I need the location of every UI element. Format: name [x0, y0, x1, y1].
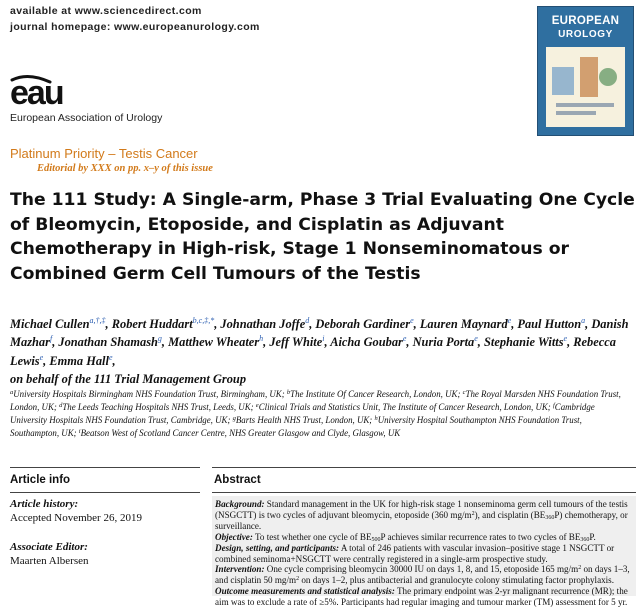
- author-separator: ,: [309, 317, 316, 331]
- author-affiliation-marker[interactable]: a: [581, 316, 586, 325]
- affiliation-key: f: [552, 402, 555, 409]
- article-history-label: Article history:: [10, 498, 79, 510]
- author-separator: ,: [263, 335, 270, 350]
- authors-suffix: on behalf of the 111 Trial Management Group: [10, 372, 247, 387]
- author-affiliation-marker[interactable]: e: [402, 334, 407, 344]
- abstract-intervention-text: One cycle comprising bleomycin 30000 IU on days 1, 8, and 15, etoposide 165 $mg/m^2$ on days 1–3, and cisplatin 50 $mg/m^2$ on days 1–2, plus antibacterial and granulocyte colony stimulating factor prophylaxis.: [215, 564, 630, 586]
- abstract-top-rule: [212, 467, 636, 468]
- affiliation-text: Beatson West of Scotland Cancer Centre, NHS Greater Glasgow and Clyde, Glasgow, UK: [80, 428, 401, 438]
- affiliation-text: The Royal Marsden NHS Foundation Trust, London, UK;: [10, 389, 621, 412]
- eau-org-name: European Association of Urology: [10, 112, 163, 124]
- author-name[interactable]: Emma Hall: [49, 353, 109, 368]
- affiliation-key: g: [232, 415, 236, 422]
- abstract-background-label: Background:: [215, 499, 265, 509]
- author-affiliation-marker[interactable]: e: [474, 334, 478, 344]
- author-affiliation-marker[interactable]: f: [49, 334, 53, 344]
- abstract-objective-text: To test whether one cycle of $BE_{500}P$ achieves similar recurrence rates to two cycles of $BE_{360}P$.: [252, 531, 596, 543]
- abstract-intervention-label: Intervention:: [215, 564, 265, 575]
- author-list: [10, 315, 632, 389]
- affiliation-key: b: [286, 389, 291, 396]
- author-name[interactable]: Jeff White: [269, 335, 323, 350]
- article-info-top-rule: [10, 467, 200, 468]
- author-name[interactable]: Nuria Porta: [412, 335, 475, 350]
- author-affiliation-marker[interactable]: i: [322, 334, 325, 344]
- associate-editor-value: Maarten Albersen: [10, 554, 89, 567]
- author-name[interactable]: Deborah Gardiner: [315, 317, 411, 331]
- author-separator: ,: [52, 335, 59, 350]
- author-affiliation-marker[interactable]: a,†,‡: [89, 316, 106, 325]
- affiliation-key: c: [462, 389, 466, 396]
- author-affiliation-marker[interactable]: e: [563, 334, 568, 344]
- cover-title-main: EUROPEAN: [551, 15, 620, 27]
- editorial-note[interactable]: Editorial by XXX on pp. x–y of this issue: [37, 163, 213, 174]
- eau-logo-text: eau: [10, 74, 63, 110]
- abstract-heading: Abstract: [214, 474, 261, 486]
- author-separator: ,: [214, 317, 221, 331]
- abstract-outcome-label: Outcome measurements and statistical analysis:: [215, 586, 395, 597]
- affiliation-text: Clinical Trials and Statistics Unit, The Institute of Cancer Research, London, UK;: [258, 402, 553, 412]
- author-affiliation-marker[interactable]: e: [108, 352, 113, 362]
- author-separator: ,: [477, 335, 484, 350]
- article-info-head-rule: [10, 492, 200, 493]
- author-name[interactable]: Rebecca Lewis: [10, 335, 616, 368]
- author-affiliation-marker[interactable]: d: [305, 316, 310, 325]
- author-name[interactable]: Matthew Wheater: [168, 335, 260, 350]
- affiliation-key: e: [255, 402, 259, 409]
- affiliation-key: i: [78, 428, 81, 435]
- affiliation-text: University Hospital Southampton NHS Foundation Trust, Southampton, UK;: [10, 415, 582, 438]
- article-history-value: Accepted November 26, 2019: [10, 512, 142, 525]
- author-items: [10, 317, 629, 368]
- author-separator: ,: [161, 335, 169, 350]
- author-name[interactable]: Johnathan Joffe: [220, 317, 306, 331]
- author-name[interactable]: Paul Hutton: [517, 317, 582, 331]
- article-info-body: [10, 497, 200, 568]
- author-name[interactable]: Stephanie Witts: [484, 335, 564, 350]
- author-separator: ,: [585, 317, 592, 331]
- author-affiliation-marker[interactable]: h: [259, 334, 264, 344]
- affiliations: [10, 388, 632, 440]
- affiliation-text: The Leeds Teaching Hospitals NHS Trust, Leeds, UK;: [62, 402, 256, 412]
- author-name[interactable]: Robert Huddart: [111, 317, 193, 331]
- abstract-background-text: Standard management in the UK for high-risk stage 1 nonseminoma germ cell tumours of the testis (NSGCTT) is two cycles of adjuvant bleomycin, etoposide (360 $mg/m^2$), and cisplatin $(BE_{360}P)$ chemotherapy, or surveillance.: [215, 499, 628, 531]
- author-affiliation-marker[interactable]: e: [507, 316, 512, 325]
- affiliation-text: The Institute Of Cancer Research, London, UK;: [290, 389, 463, 399]
- author-name[interactable]: Aicha Goubar: [330, 335, 403, 350]
- author-affiliation-marker[interactable]: g: [157, 334, 162, 344]
- journal-cover-thumbnail[interactable]: [537, 6, 634, 136]
- cover-title: [538, 15, 633, 41]
- author-name[interactable]: Michael Cullen: [10, 317, 90, 331]
- section-tag: Platinum Priority – Testis Cancer: [10, 146, 198, 161]
- cover-illustration: [546, 47, 625, 127]
- author-affiliation-marker[interactable]: e: [39, 352, 44, 362]
- affiliation-text: Barts Health NHS Trust, London, UK;: [235, 415, 375, 425]
- author-affiliation-marker[interactable]: b,c,‡,*: [192, 316, 215, 325]
- abstract-design-text: A total of 246 patients with vascular invasion–positive stage 1 NSGCTT or combined seminoma+NSGCTT were centrally registered in a single-arm prospective study.: [215, 542, 615, 564]
- author-separator: ,: [43, 353, 50, 368]
- author-name[interactable]: Lauren Maynard: [419, 317, 508, 331]
- cover-title-sub: UROLOGY: [558, 29, 613, 40]
- author-separator: ,: [567, 335, 574, 350]
- article-info-heading: Article info: [10, 474, 71, 486]
- affiliation-key: h: [374, 415, 378, 422]
- author-name[interactable]: Jonathan Shamash: [58, 335, 158, 350]
- journal-homepage-line: journal homepage: www.europeanurology.com: [10, 21, 260, 33]
- abstract-design-label: Design, setting, and participants:: [215, 542, 340, 553]
- affiliation-text: Cambridge University Hospitals NHS Foundation Trust, Cambridge, UK;: [10, 402, 595, 425]
- abstract-outcome-text: The primary endpoint was 2-yr malignant recurrence (MR); the aim was to exclude a rate of ≥5%. Participants had regular imaging and tumour marker (TM) assessment for 5 yr.: [215, 586, 628, 608]
- author-separator: ,: [324, 335, 331, 350]
- author-separator: ,: [105, 317, 112, 331]
- author-separator: ,: [511, 317, 518, 331]
- associate-editor-label: Associate Editor:: [10, 540, 88, 553]
- abstract-text: [215, 499, 633, 608]
- author-separator: ,: [112, 353, 116, 368]
- journal-availability-line: available at www.sciencedirect.com: [10, 5, 202, 17]
- author-separator: ,: [413, 317, 420, 331]
- author-name[interactable]: Danish Mazhar: [10, 317, 629, 350]
- affiliation-text: University Hospitals Birmingham NHS Foundation Trust, Birmingham, UK;: [13, 389, 287, 399]
- author-affiliation-marker[interactable]: e: [410, 316, 414, 325]
- abstract-objective-label: Objective:: [215, 531, 253, 542]
- eau-logo-mark: [10, 74, 70, 110]
- affiliation-key: d: [59, 402, 63, 409]
- abstract-head-rule: [212, 492, 636, 493]
- affiliation-key: a: [10, 389, 14, 396]
- cover-art: [546, 47, 625, 127]
- author-separator: ,: [406, 335, 413, 350]
- article-title: The 111 Study: A Single-arm, Phase 3 Trial Evaluating One Cycle of Bleomycin, Etoposide, and Cisplatin as Adjuvant Chemotherapy in High-risk, Stage 1 Nonseminomatous or Combined Germ Cell Tumours of the Testis: [10, 190, 635, 284]
